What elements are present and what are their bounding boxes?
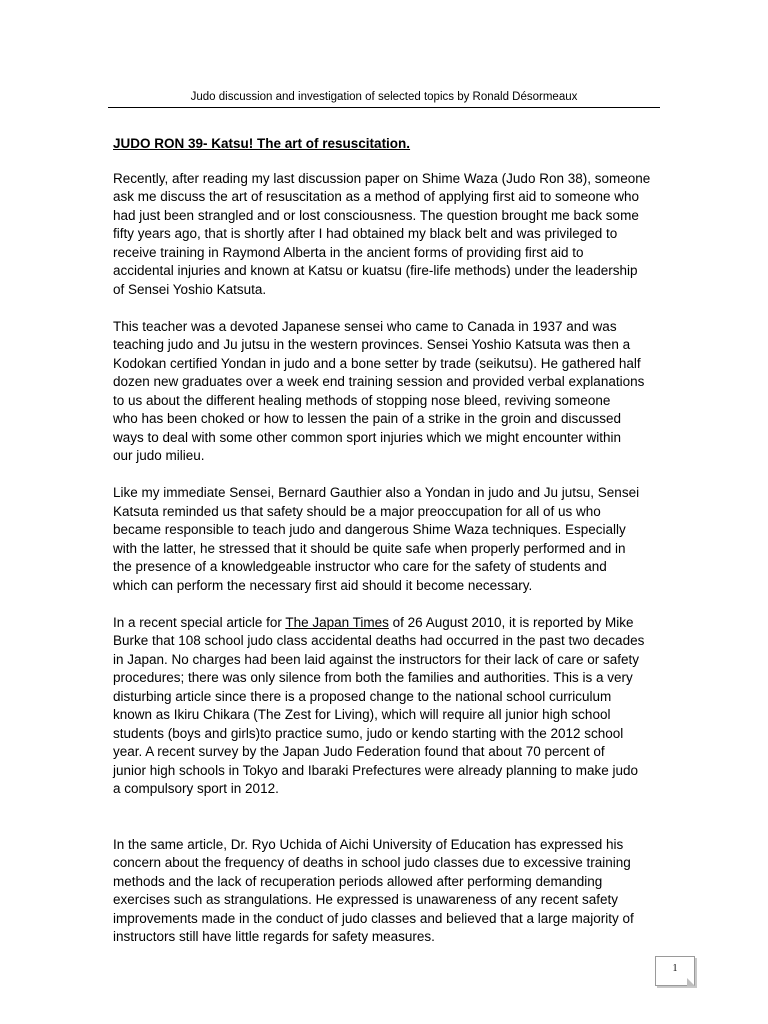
text-segment: In a recent special article for: [113, 614, 286, 630]
text-line: procedures; there was only silence from both the families and authorities. This is a very: [113, 670, 633, 685]
document-body: [113, 135, 659, 965]
document-title: JUDO RON 39- Katsu! The art of resuscitation.: [113, 136, 411, 151]
page-number-box: [655, 956, 695, 986]
text-line: Burke that 108 school judo class accidental deaths had occurred in the past two decades: [113, 633, 645, 648]
text-line: to us about the different healing methods of stopping nose bleed, reviving someone: [113, 392, 611, 408]
text-line: known as Ikiru Chikara (The Zest for Living), which will require all junior high school: [113, 707, 611, 722]
paragraph-1: [113, 170, 659, 300]
paragraph-4: [113, 614, 659, 799]
page-corner-fold: [687, 978, 695, 986]
paragraph-2: [113, 318, 659, 466]
text-line: year. A recent survey by the Japan Judo Federation found that about 70 percent of: [113, 744, 605, 759]
text-line: dozen new graduates over a week end training session and provided verbal explanations: [113, 374, 645, 389]
text-line: ask me discuss the art of resuscitation as a method of applying first aid to someone who: [113, 189, 640, 204]
text-line: ways to deal with some other common sport injuries which we might encounter within: [113, 429, 621, 445]
text-line: improvements made in the conduct of judo classes and believed that a large majority of: [113, 910, 634, 926]
text-line: In the same article, Dr. Ryo Uchida of Aichi University of Education has expressed his: [113, 836, 624, 852]
text-line: accidental injuries and known at Katsu or kuatsu (fire-life methods) under the leadership: [113, 263, 638, 278]
text-line: the presence of a knowledgeable instructor who care for the safety of students and: [113, 559, 607, 574]
text-line: receive training in Raymond Alberta in the ancient forms of providing first aid to: [113, 244, 584, 260]
text-line: a compulsory sport in 2012.: [113, 781, 279, 796]
text-line: teaching judo and Ju jutsu in the western provinces. Sensei Yoshio Katsuta was then a: [113, 337, 631, 352]
text-line: with the latter, he stressed that it should be quite safe when properly performed and in: [113, 540, 626, 556]
header-rule: [108, 107, 660, 108]
page-header: Judo discussion and investigation of selected topics by Ronald Désormeaux: [190, 91, 578, 103]
text-line: Kodokan certified Yondan in judo and a bone setter by trade (seikutsu). He gathered half: [113, 355, 641, 371]
publication-name: The Japan Times: [285, 614, 389, 630]
text-line: fifty years ago, that is shortly after I had obtained my black belt and was privileged to: [113, 226, 618, 241]
text-line: of Sensei Yoshio Katsuta.: [113, 281, 267, 297]
text-segment: of 26 August 2010, it is reported by Mike: [388, 614, 634, 630]
text-line: concern about the frequency of deaths in school judo classes due to excessive training: [113, 855, 631, 870]
text-line: became responsible to teach judo and dangerous Shime Waza techniques. Especially: [113, 522, 626, 537]
text-line: exercises such as strangulations. He expressed is unawareness of any recent safety: [113, 892, 619, 907]
text-line: junior high schools in Tokyo and Ibaraki Prefectures were already planning to make judo: [113, 762, 639, 778]
text-line: [113, 614, 659, 633]
text-line: This teacher was a devoted Japanese sensei who came to Canada in 1937 and was: [113, 318, 617, 334]
page-number: 1: [672, 963, 678, 974]
text-line: Katsuta reminded us that safety should be a major preoccupation for all of us who: [113, 503, 601, 519]
paragraph-5: [113, 836, 659, 947]
text-line: Like my immediate Sensei, Bernard Gauthier also a Yondan in judo and Ju jutsu, Sensei: [113, 485, 640, 500]
text-line: methods and the lack of recuperation periods allowed after performing demanding: [113, 873, 603, 889]
text-line: our judo milieu.: [113, 448, 205, 463]
text-line: instructors still have little regards for safety measures.: [113, 929, 435, 944]
text-line: in Japan. No charges had been laid against the instructors for their lack of care or safety: [113, 651, 640, 667]
text-line: which can perform the necessary first aid should it become necessary.: [113, 577, 533, 593]
text-line: students (boys and girls)to practice sumo, judo or kendo starting with the 2012 school: [113, 725, 624, 741]
text-line: had just been strangled and or lost consciousness. The question brought me back some: [113, 207, 639, 223]
text-line: Recently, after reading my last discussion paper on Shime Waza (Judo Ron 38), someone: [113, 170, 651, 186]
text-line: disturbing article since there is a proposed change to the national school curriculum: [113, 688, 612, 704]
text-line: who has been choked or how to lessen the pain of a strike in the groin and discussed: [113, 411, 622, 426]
paragraph-3: [113, 484, 659, 595]
